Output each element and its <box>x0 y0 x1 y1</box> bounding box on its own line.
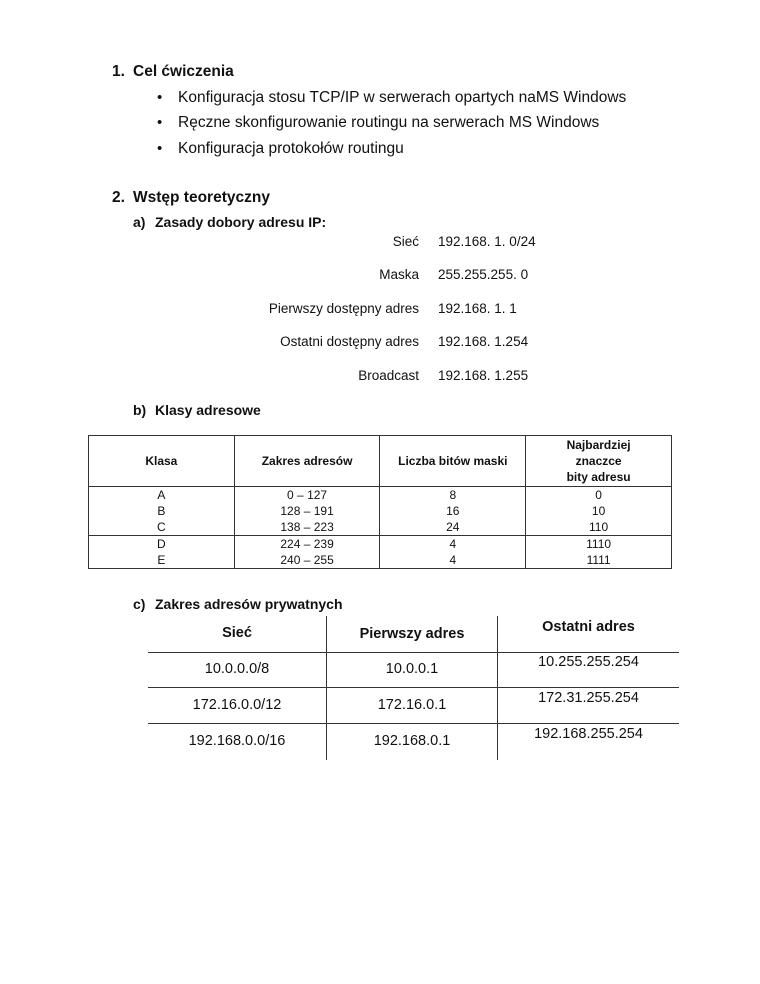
ip-label-last: Ostatni dostępny adres <box>280 334 419 349</box>
column-header: Klasa <box>89 436 235 487</box>
table-cell: 192.168.0.1 <box>373 733 451 749</box>
private-ranges-table <box>148 616 679 760</box>
table-cell: 0 – 127 <box>234 487 380 504</box>
table-cell: 4 <box>380 536 526 553</box>
table-header-row <box>89 436 672 487</box>
column-header-line: znaczce <box>575 454 622 468</box>
subsection-a-letter: a) <box>133 214 146 230</box>
ip-label-mask: Maska <box>379 267 419 282</box>
table-cell: 240 – 255 <box>234 552 380 569</box>
column-header: Liczba bitów maski <box>380 436 526 487</box>
table-cell: 172.31.255.254 <box>538 690 639 706</box>
table-cell: 8 <box>380 487 526 504</box>
column-header-line: Najbardziej <box>566 438 631 452</box>
table-cell: 10 <box>526 503 672 519</box>
table-row <box>89 519 672 536</box>
subsection-b-title: Klasy adresowe <box>155 402 261 418</box>
table-cell: 10.0.0.1 <box>385 661 439 677</box>
table-cell: 4 <box>380 552 526 569</box>
table-cell: 24 <box>380 519 526 536</box>
ip-label-first: Pierwszy dostępny adres <box>268 301 419 316</box>
ip-value-first: 192.168. 1. 1 <box>438 301 517 316</box>
subsection-c-letter: c) <box>133 596 146 612</box>
column-header: Ostatni adres <box>542 619 635 635</box>
ip-value-last: 192.168. 1.254 <box>438 334 529 349</box>
section2-number: 2. <box>112 189 125 206</box>
list-item: Konfiguracja protokołów routingu <box>178 140 404 157</box>
table-cell: 192.168.255.254 <box>534 726 643 742</box>
table-cell: 192.168.0.0/16 <box>188 733 286 749</box>
ip-label-broadcast: Broadcast <box>358 368 419 383</box>
table-divider <box>148 723 679 724</box>
table-cell: D <box>89 536 235 553</box>
ip-value-network: 192.168. 1. 0/24 <box>438 234 536 249</box>
column-header <box>526 436 672 487</box>
table-row <box>89 536 672 553</box>
table-cell: E <box>89 552 235 569</box>
table-divider <box>148 652 679 653</box>
table-cell: 10.0.0.0/8 <box>204 661 270 677</box>
table-cell: 10.255.255.254 <box>538 654 639 670</box>
column-header: Zakres adresów <box>234 436 380 487</box>
subsection-a-title: Zasady dobory adresu IP: <box>155 214 327 230</box>
table-cell: 1111 <box>526 552 672 569</box>
table-cell: 172.16.0.0/12 <box>192 697 282 713</box>
table-cell: C <box>89 519 235 536</box>
table-row <box>89 552 672 569</box>
ip-value-broadcast: 192.168. 1.255 <box>438 368 529 383</box>
table-cell: 1110 <box>526 536 672 553</box>
table-cell: 110 <box>526 519 672 536</box>
subsection-b-letter: b) <box>133 402 147 418</box>
section1-number: 1. <box>112 63 125 80</box>
list-item: Ręczne skonfigurowanie routingu na serwerach MS Windows <box>178 114 600 131</box>
section2-title: Wstęp teoretyczny <box>133 189 270 206</box>
table-divider <box>148 687 679 688</box>
table-row <box>89 487 672 504</box>
table-cell: A <box>89 487 235 504</box>
table-cell: B <box>89 503 235 519</box>
bullet-glyph: • <box>157 140 163 157</box>
table-cell: 0 <box>526 487 672 504</box>
list-item: Konfiguracja stosu TCP/IP w serwerach opartych naMS Windows <box>178 89 627 106</box>
ip-label-network: Sieć <box>392 234 419 249</box>
ip-value-mask: 255.255.255. 0 <box>438 267 529 282</box>
table-cell: 16 <box>380 503 526 519</box>
bullet-glyph: • <box>157 114 163 131</box>
column-header-line: bity adresu <box>566 470 631 484</box>
bullet-glyph: • <box>157 89 163 106</box>
table-cell: 224 – 239 <box>234 536 380 553</box>
column-header: Pierwszy adres <box>359 626 465 642</box>
table-cell: 138 – 223 <box>234 519 380 536</box>
address-classes-table <box>88 435 672 569</box>
table-row <box>89 503 672 519</box>
table-cell: 128 – 191 <box>234 503 380 519</box>
column-header: Sieć <box>222 625 252 641</box>
section1-title: Cel ćwiczenia <box>133 63 234 80</box>
table-cell: 172.16.0.1 <box>377 697 447 713</box>
subsection-c-title: Zakres adresów prywatnych <box>155 596 343 612</box>
